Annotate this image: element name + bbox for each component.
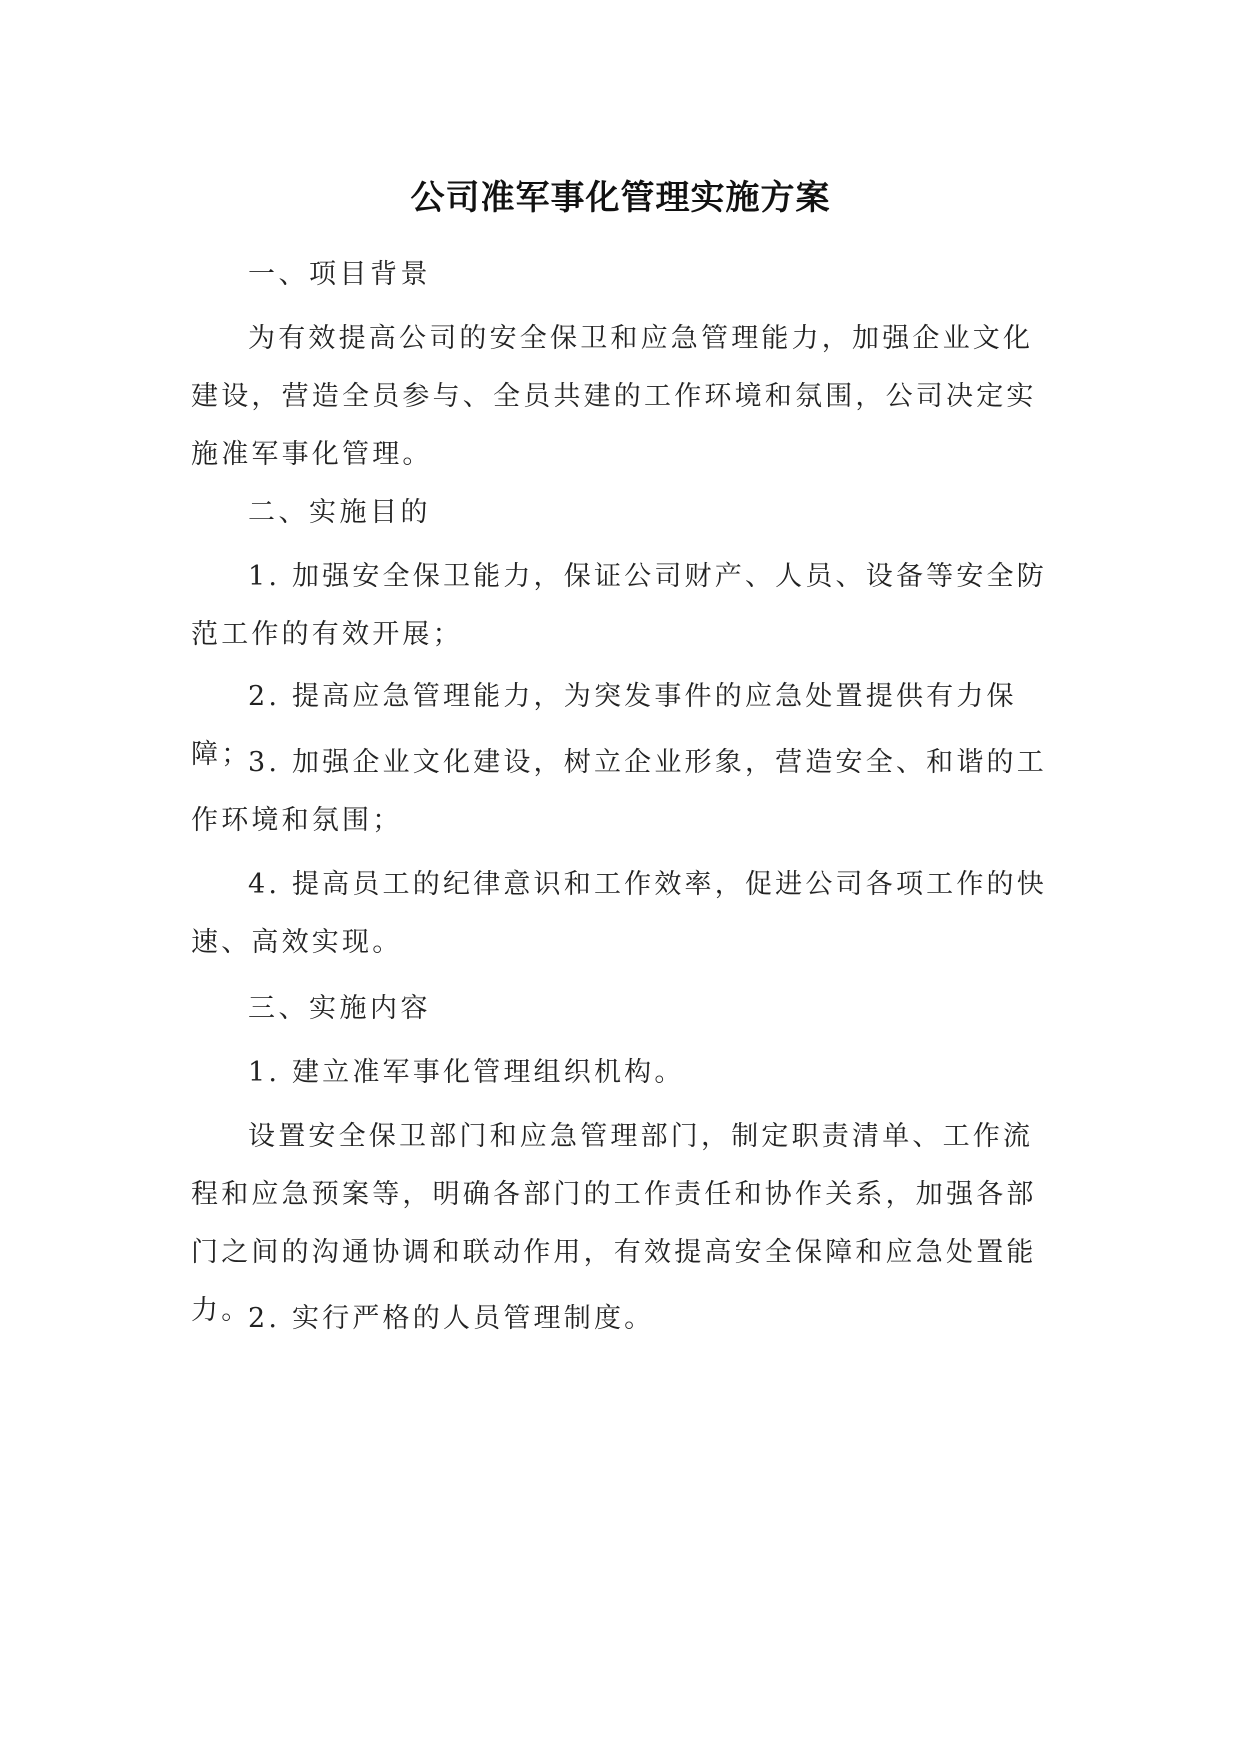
- list-item-purpose-4: 4. 提高员工的纪律意识和工作效率，促进公司各项工作的快速、高效实现。: [191, 869, 1047, 958]
- document-title: 公司准军事化管理实施方案: [410, 178, 831, 218]
- list-item-purpose-3: 3. 加强企业文化建设，树立企业形象，营造安全、和谐的工作环境和氛围；: [191, 747, 1047, 836]
- section-heading-purpose: 二、实施目的: [248, 497, 431, 528]
- paragraph-content-detail: 设置安全保卫部门和应急管理部门，制定职责清单、工作流程和应急预案等，明确各部门的工作责任和协作关系，加强各部门之间的沟通协调和联动作用，有效提高安全保障和应急处置能力。: [191, 1121, 1037, 1326]
- list-item-content-2: 2. 实行严格的人员管理制度。: [248, 1303, 655, 1334]
- paragraph-background: 为有效提高公司的安全保卫和应急管理能力，加强企业文化建设，营造全员参与、全员共建的工作环境和氛围，公司决定实施准军事化管理。: [191, 323, 1037, 470]
- section-heading-content: 三、实施内容: [248, 993, 431, 1024]
- section-heading-background: 一、项目背景: [248, 259, 431, 290]
- list-item-purpose-1: 1. 加强安全保卫能力，保证公司财产、人员、设备等安全防范工作的有效开展；: [191, 561, 1047, 650]
- list-item-content-1: 1. 建立准军事化管理组织机构。: [248, 1057, 685, 1088]
- list-item-purpose-2: 2. 提高应急管理能力，为突发事件的应急处置提供有力保障；: [191, 681, 1017, 770]
